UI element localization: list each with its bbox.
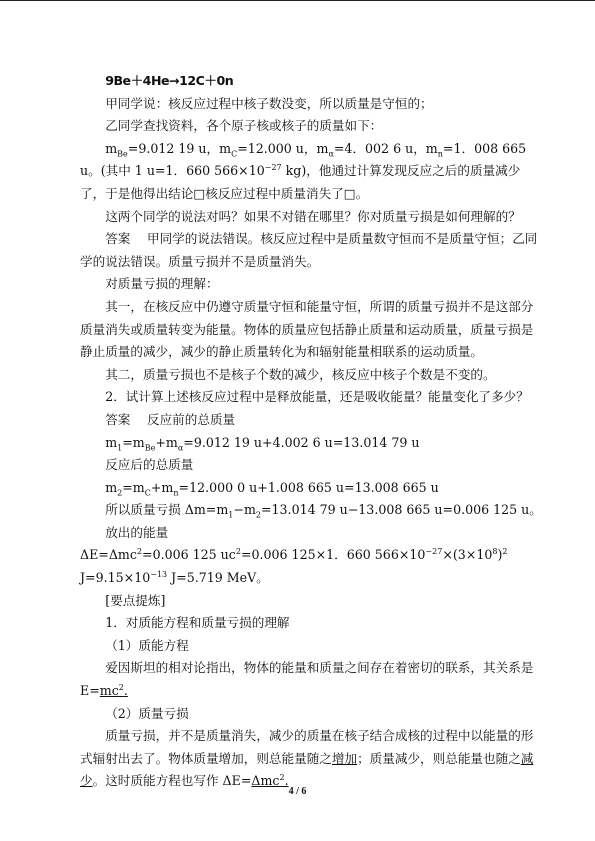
after-label: 反应后的总质量 bbox=[105, 457, 194, 473]
energy-equation: ΔE=Δmc$^2$=0.006 125 $uc^2=0.006$ 125×1．660 $566\times 10^{-27}\times(3\times 10^8)^2$ $J=9.15\times 10^{-13}$ J=5.719 MeV。 bbox=[80, 547, 508, 586]
reaction-equation: 9Be＋4He→12C＋0n bbox=[105, 73, 234, 88]
question-1: 这两个同学的说法对吗？如果不对错在哪里？你对质量亏损是如何理解的？ bbox=[105, 208, 521, 224]
keypoints-heading: [要点提炼] bbox=[105, 592, 166, 608]
answer-2-label: 答案 反应前的总质量 bbox=[105, 411, 236, 427]
understanding-second: 其二，质量亏损也不是核子个数的减少，核反应中核子个数是不变的。 bbox=[105, 366, 496, 382]
mass-energy-equation-text: 爱因斯坦的相对论指出，物体的能量和质量之间存在着密切的联系，其关系是 $E=mc^2$. bbox=[80, 660, 534, 699]
masses-paragraph: $m_{Be}=9.012$ 19 u，$m_C=12.000$ u，$m_\alpha=4$．002 6 u，$m_n=1$．008 665 u。(其中 1 u=1．660 $566\times 10^{-27}$ kg)，他通过计算发现反应之后的质量减少了，于是他得出结论□核反应过程中质量消失了□。 bbox=[80, 140, 527, 201]
question-2: 2．试计算上述核反应过程中是释放能量，还是吸收能量？能量变化了多少？ bbox=[105, 389, 529, 405]
mc2-formula: $mc^2$. bbox=[99, 682, 128, 699]
keypoint-1-2: （2）质量亏损 bbox=[105, 705, 189, 721]
released-label: 放出的能量 bbox=[105, 524, 169, 540]
keypoint-1: 1．对质能方程和质量亏损的理解 bbox=[105, 615, 290, 631]
student-a-statement: 甲同学说：核反应过程中核子数没变，所以质量是守恒的； bbox=[105, 95, 433, 111]
document-body bbox=[80, 70, 545, 793]
initial-mass-equation: $m_1=m_{Be}+m_\alpha=9.012$ 19 u+4.002 6 u=13.014 79 u bbox=[105, 434, 420, 453]
mass-deficit-equation: 所以质量亏损 $\Delta m=m_1-m_2=13.014$ 79 u−13.008 665 u=0.006 125 u。 bbox=[105, 502, 542, 520]
understanding-first: 其一，在核反应中仍遵守质量守恒和能量守恒，所谓的质量亏损并不是这部分质量消失或质量转变为能量。物体的质量应包括静止质量和运动质量，质量亏损是静止质量的减少，减少的静止质量转化为和辐射能量相联系的运动质量。 bbox=[80, 298, 534, 360]
page-number: 4 / 6 bbox=[288, 786, 307, 797]
understanding-title: 对质量亏损的理解： bbox=[105, 276, 219, 292]
keypoint-1-1: （1）质能方程 bbox=[105, 637, 189, 653]
header-rule bbox=[0, 0, 595, 1]
final-mass-equation: $m_2=m_C+m_n=12.000$ 0 u+1.008 665 u=13.008 665 u bbox=[105, 479, 439, 498]
mass-deficit-text: 质量亏损，并不是质量消失，减少的质量在核子结合成核的过程中以能量的形式辐射出去了。物体质量增加，则总能量随之增加；质量减少，则总能量也随之减少。这时质能方程也写作 ΔE=Δmc$^2$. bbox=[80, 728, 534, 789]
student-b-statement: 乙同学查找资料，各个原子核或核子的质量如下： bbox=[105, 118, 383, 134]
delta-mc2-formula: Δmc$^2$. bbox=[251, 773, 289, 789]
answer-1: 答案 甲同学的说法错误。核反应过程中是质量数守恒而不是质量守恒；乙同学的说法错误。质量亏损并不是质量消失。 bbox=[80, 231, 538, 269]
